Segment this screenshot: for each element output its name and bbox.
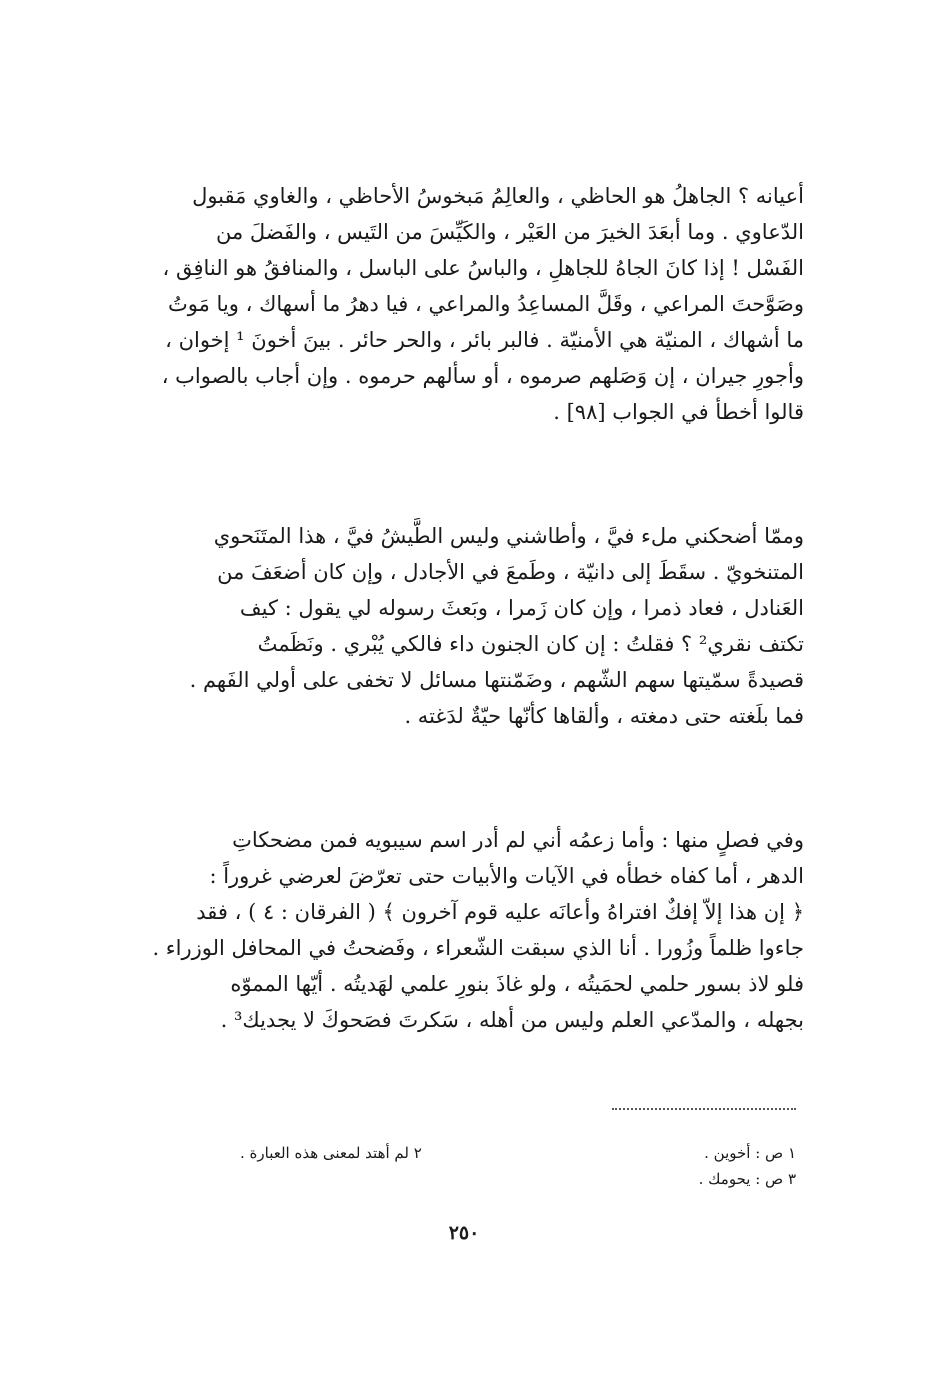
text-line: تكتف نقري² ؟ فقلتُ : إن كان الجنون داء فالكي يُبْري . ونَظَمتُ [257,632,804,656]
text-line: قصيدةً سمّيتها سهم الشّهم ، وضَمّنتها مسائل لا تخفى على أولي الفَهم . [189,668,804,692]
text-line: العَنادل ، فعاد ذمرا ، وإن كان زَمرا ، وبَعثَ رسوله لي يقول : كيف [239,596,804,620]
paragraph-1 [128,178,804,430]
text-line: المتنخويّ . سقَطَ إلى دانيّة ، وطَمعَ في الأجادل ، وإن كان أضعَفَ من [217,560,804,584]
text-line: أعيانه ؟ الجاهلُ هو الحاظي ، والعالِمُ مَبخوسُ الأحاظي ، والغاوي مَقبول [192,184,804,208]
page-number: ٢٥٠ [448,1222,480,1244]
text-line: وفي فصلٍ منها : وأما زعمُه أني لم أدر اسم سيبويه فمن مضحكاتِ [232,828,804,852]
footnote-3: ٣ ص : يحومك . [698,1170,796,1188]
text-line: جاءوا ظلماً وزُورا . أنا الذي سبقت الشّعراء ، وفَضحتُ في المحافل الوزراء . [152,936,804,960]
text-line: الدّعاوي . وما أبعَدَ الخيرَ من العَيْر ، والكَيِّسَ من التَيس ، والفَضلَ من [216,220,804,244]
footnote-2: ٢ لم أهتد لمعنى هذه العبارة . [240,1144,422,1162]
text-line: فلو لاذ بسور حلمي لحمَيتُه ، ولو غاذَ بنورِ علمي لهَديتُه . أيّها المموّه [230,972,804,996]
text-line: بجهله ، والمدّعي العلم وليس من أهله ، سَكرتَ فصَحوكَ لا يجديك³ . [220,1008,804,1032]
text-line: وأجورِ جيران ، إن وَصَلهم صرموه ، أو سألهم حرموه . وإن أجاب بالصواب ، [161,364,804,388]
text-line: ﴿ إن هذا إلاّ إفكٌ افتراهُ وأعانَه عليه قوم آخرون ﴾ ( الفرقان : ٤ ) ، فقد [196,900,804,924]
text-line: وممّا أضحكني ملء فيَّ ، وأطاشني وليس الطَّيشُ فيَّ ، هذا المتَنَحوي [213,524,804,548]
text-line: الدهر ، أما كفاه خطأه في الآيات والأبيات حتى تعرّضَ لعرضي غروراً : [209,864,804,888]
paragraph-3 [128,822,804,1038]
text-line: الفَسْل ! إذا كانَ الجاهُ للجاهلِ ، والباسُ على الباسل ، والمنافقُ هو النافِق ، [162,256,804,280]
paragraph-2 [128,518,804,734]
footnote-1: ١ ص : أخوين . [704,1144,796,1162]
text-line: ما أشهاك ، المنيّة هي الأمنيّة . فالبر بائر ، والحر حائر . بينَ أخونَ ¹ إخوان ، [165,328,804,352]
footnote-separator [612,1108,796,1110]
text-line: وصَوَّحتَ المراعي ، وقَلَّ المساعِدُ والمراعي ، فيا دهرُ ما أسهاك ، ويا مَوتُ [168,292,804,316]
text-line: فما بلَغته حتى دمغته ، وألقاها كأنّها حيّةٌ لدَغته . [404,704,804,728]
footnotes [240,1140,796,1192]
text-line: قالوا أخطأ في الجواب [٩٨] . [553,400,804,424]
